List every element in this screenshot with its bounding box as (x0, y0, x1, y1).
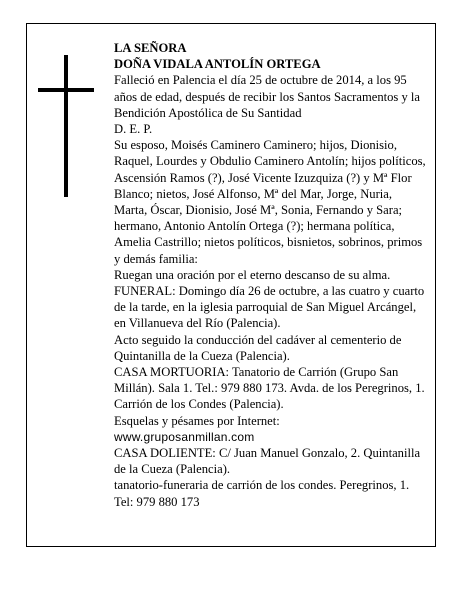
rest-in-peace: D. E. P. (114, 122, 153, 137)
funeral-home-footer: tanatorio-funeraria de carrión de los condes. Peregrinos, 1. Tel: 979 880 173 (114, 478, 410, 509)
latin-cross-icon (38, 55, 94, 197)
cross-horizontal-bar (38, 88, 94, 92)
funeral-home-info: CASA MORTUORIA: Tanatorio de Carrión (Grupo San Millán). Sala 1. Tel.: 979 880 173. Avda. de los Peregrinos, 1. Carrión de los Condes (Palencia). (114, 365, 425, 412)
notice-title-honorific: LA SEÑORA (114, 41, 187, 55)
burial-info: Acto seguido la conducción del cadáver al cementerio de Quintanilla de la Cueza (Palencia). (114, 332, 402, 363)
website-link[interactable]: www.gruposanmillan.com (114, 429, 255, 444)
funeral-info: FUNERAL: Domingo día 26 de octubre, a las cuatro y cuarto de la tarde, en la iglesia parroquial de San Miguel Arcángel, en Villanueva del Río (Palencia). (114, 284, 425, 331)
cross-vertical-bar (64, 55, 68, 197)
family-list: Su esposo, Moisés Caminero Caminero; hijos, Dionisio, Raquel, Lourdes y Obdulio Caminero Antolín; hijos políticos, Ascensión Ramos (?), José Vicente Izuzquiza (?) y Mª Flor Blanco; nietos, José Alfonso, Mª del Mar, Jorge, Nuria, Marta, Óscar, Dionisio, José Mª, Sonia, Fernando y Sara; hermano, Antonio Antolín Ortega (?); hermana política, Amelia Castrillo; nietos políticos, bisnietos, sobrinos, primos y demás familia: (114, 138, 426, 266)
obituary-text (114, 40, 428, 510)
online-condolences-label: Esquelas y pésames por Internet: (114, 413, 280, 428)
prayer-request: Ruegan una oración por el eterno descanso de su alma. (114, 267, 391, 282)
family-home-info: CASA DOLIENTE: C/ Juan Manuel Gonzalo, 2. Quintanilla de la Cueza (Palencia). (114, 446, 421, 477)
deceased-name: DOÑA VIDALA ANTOLÍN ORTEGA (114, 57, 321, 72)
death-announcement: Falleció en Palencia el día 25 de octubre de 2014, a los 95 años de edad, después de recibir los Santos Sacramentos y la Bendición Apostólica de Su Santidad (114, 73, 421, 120)
